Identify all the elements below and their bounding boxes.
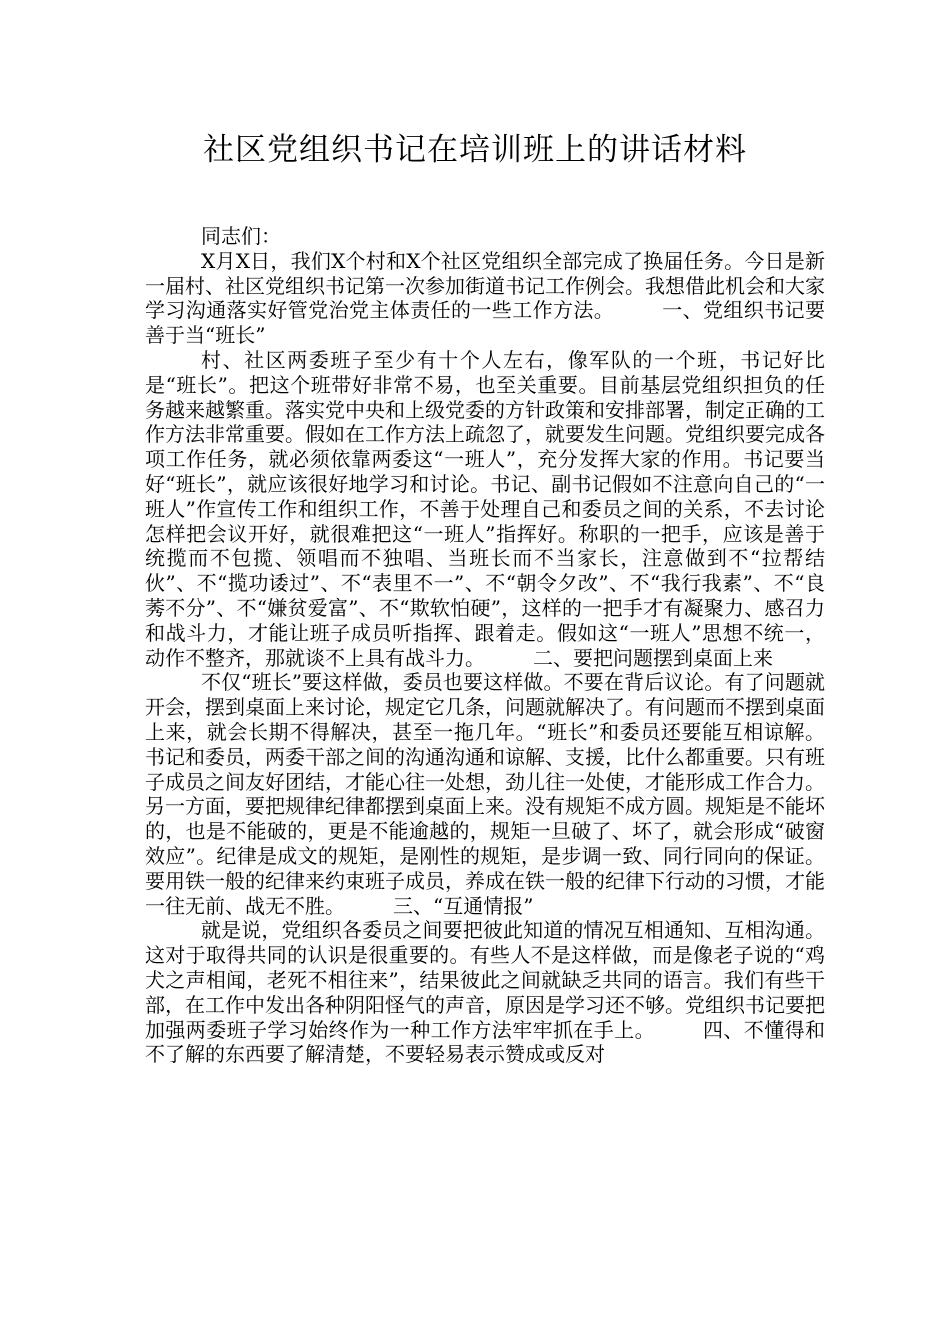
section-heading-4: 四、不懂得和不了解的东西要了解清楚，不要轻易表示赞成或反对 [145,1017,826,1067]
section-heading-2: 二、要把问题摆到桌面上来 [533,645,773,670]
section-heading-3: 三、“互通情报” [393,893,534,918]
document-body [145,224,825,1067]
paragraph-3-text: 不仅“班长”要这样做，委员也要这样做。不要在背后议论。有了问题就开会，摆到桌面上来讨论，规定它几条，问题就解决了。有问题而不摆到桌面上来，就会长期不得解决，甚至一拖几年。“班长”和委员还要能互相谅解。书记和委员，两委干部之间的沟通沟通和谅解、支援，比什么都重要。只有班子成员之间友好团结，才能心往一处想，劲儿往一处使，才能形成工作合力。另一方面，要把规律纪律都摆到桌面上来。没有规矩不成方圆。规矩是不能坏的，也是不能破的，更是不能逾越的，规矩一旦破了、坏了，就会形成“破窗效应”。纪律是成文的规矩，是刚性的规矩，是步调一致、同行同向的保证。要用铁一般的纪律来约束班子成员，养成在铁一般的纪律下行动的习惯，才能一往无前、战无不胜。 [145,670,825,918]
paragraph-1-text: X月X日，我们X个村和X个社区党组织全部完成了换届任务。今日是新一届村、社区党组织书记第一次参加街道书记工作例会。我想借此机会和大家学习沟通落实好管党治党主体责任的一些工作方法。 [145,248,825,323]
paragraph-1 [145,249,825,348]
paragraph-4-text: 就是说，党组织各委员之间要把彼此知道的情况互相通知、互相沟通。这对于取得共同的认识是很重要的。有些人不是这样做，而是像老子说的“鸡犬之声相闻，老死不相往来”，结果彼此之间就缺乏共同的语言。我们有些干部，在工作中发出各种阴阳怪气的声音，原因是学习还不够。党组织书记要把加强两委班子学习始终作为一种工作方法牢牢抓在手上。 [145,918,825,1042]
document-title: 社区党组织书记在培训班上的讲话材料 [203,132,747,168]
paragraph-2-text: 村、社区两委班子至少有十个人左右，像军队的一个班，书记好比是“班长”。把这个班带好非常不易，也至关重要。目前基层党组织担负的任务越来越繁重。落实党中央和上级党委的方针政策和安排部署，制定正确的工作方法非常重要。假如在工作方法上疏忽了，就要发生问题。党组织要完成各项工作任务，就必须依靠两委这“一班人”，充分发挥大家的作用。书记要当好“班长”，就应该很好地学习和讨论。书记、副书记假如不注意向自己的“一班人”作宣传工作和组织工作，不善于处理自己和委员之间的关系，不去讨论怎样把会议开好，就很难把这“一班人”指挥好。称职的一把手，应该是善于统揽而不包揽、领唱而不独唱、当班长而不当家长，注意做到不“拉帮结伙”、不“揽功诿过”、不“表里不一”、不“朝令夕改”、不“我行我素”、不“良莠不分”、不“嫌贫爱富”、不“欺软怕硬”，这样的一把手才有凝聚力、感召力和战斗力，才能让班子成员听指挥、跟着走。假如这“一班人”思想不统一，动作不整齐，那就谈不上具有战斗力。 [145,347,825,670]
paragraph-2 [145,348,825,670]
paragraph-3 [145,670,825,918]
paragraph-4 [145,918,825,1067]
section-heading-1: 一、党组织书记要善于当“班长” [145,298,826,348]
salutation: 同志们： [201,224,281,248]
